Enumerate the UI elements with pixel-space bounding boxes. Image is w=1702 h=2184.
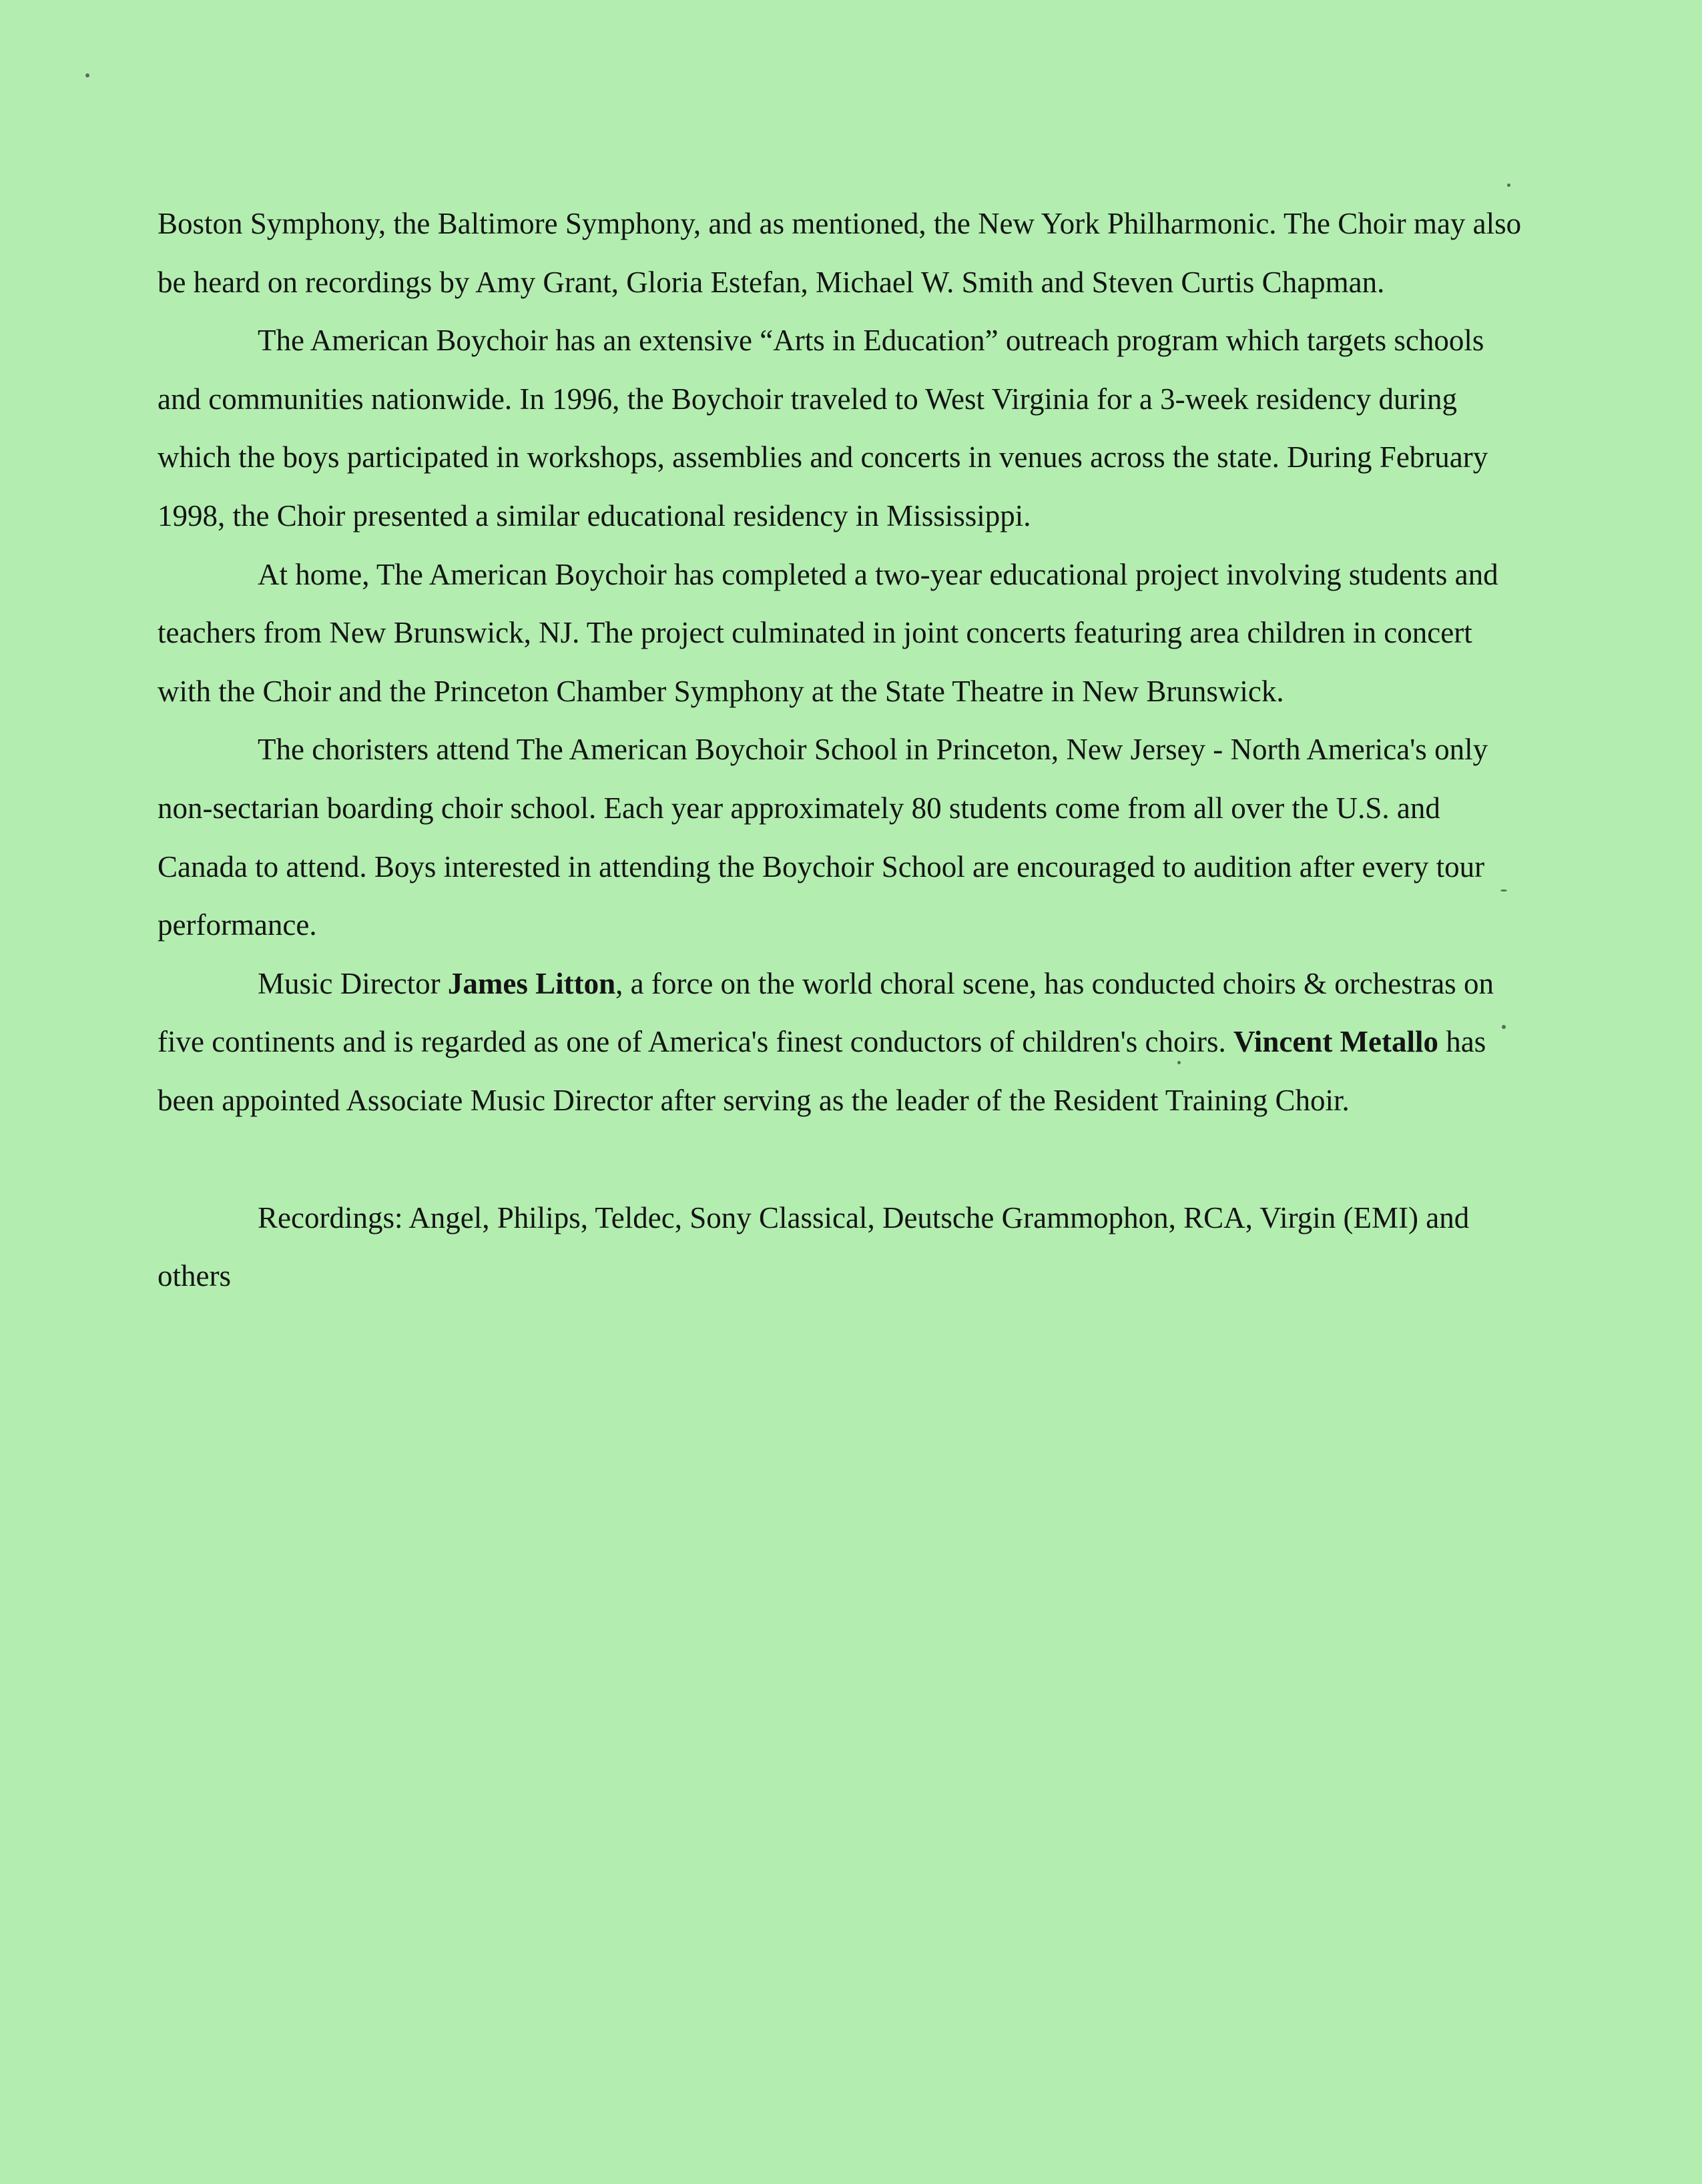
paragraph-new-brunswick-project: At home, The American Boychoir has completed a two-year educational project involving students and teachers from New Brunswick, NJ. The project culminated in joint concerts featuring area children in concert with the Choir and the Princeton Chamber Symphony at the State Theatre in New Brunswick. xyxy=(158,557,1498,708)
music-director-description: , a force on the world choral scene, has conducted choirs & orchestras on five continents and is regarded as one of America's finest conductors of children's choirs. xyxy=(158,966,1494,1059)
paragraph-music-directors xyxy=(158,955,1526,1130)
associate-director-description: has been appointed Associate Music Director after serving as the leader of the Resident Training Choir. xyxy=(158,1025,1486,1117)
music-director-intro: Music Director xyxy=(258,966,448,1000)
scan-speck xyxy=(1500,889,1507,891)
associate-director-name: Vincent Metallo xyxy=(1233,1025,1438,1059)
scan-speck xyxy=(1502,1025,1506,1029)
music-director-name: James Litton xyxy=(447,966,616,1000)
scan-speck xyxy=(1507,184,1510,187)
paragraph-arts-in-education: The American Boychoir has an extensive “Arts in Education” outreach program which targets schools and communities nationwide. In 1996, the Boychoir traveled to West Virginia for a 3-week residency during which the boys participated in workshops, assemblies and concerts in venues across the state. During February 1998, the Choir presented a similar educational residency in Mississippi. xyxy=(158,324,1488,532)
document-body xyxy=(158,195,1526,1306)
scan-speck xyxy=(85,73,89,77)
paragraph-recordings-labels: Recordings: Angel, Philips, Teldec, Sony Classical, Deutsche Grammophon, RCA, Virgin (EMI) and others xyxy=(158,1200,1470,1293)
paragraph-spacer xyxy=(158,1130,1526,1189)
scan-speck xyxy=(1177,1061,1181,1064)
paragraph-orchestras-recordings: Boston Symphony, the Baltimore Symphony, and as mentioned, the New York Philharmonic. The Choir may also be heard on recordings by Amy Grant, Gloria Estefan, Michael W. Smith and Steven Curtis Chapman. xyxy=(158,207,1522,299)
paragraph-boychoir-school: The choristers attend The American Boychoir School in Princeton, New Jersey - North America's only non-sectarian boarding choir school. Each year approximately 80 students come from all over the U.S. and Canada to attend. Boys interested in attending the Boychoir School are encouraged to audition after every tour performance. xyxy=(158,733,1488,942)
